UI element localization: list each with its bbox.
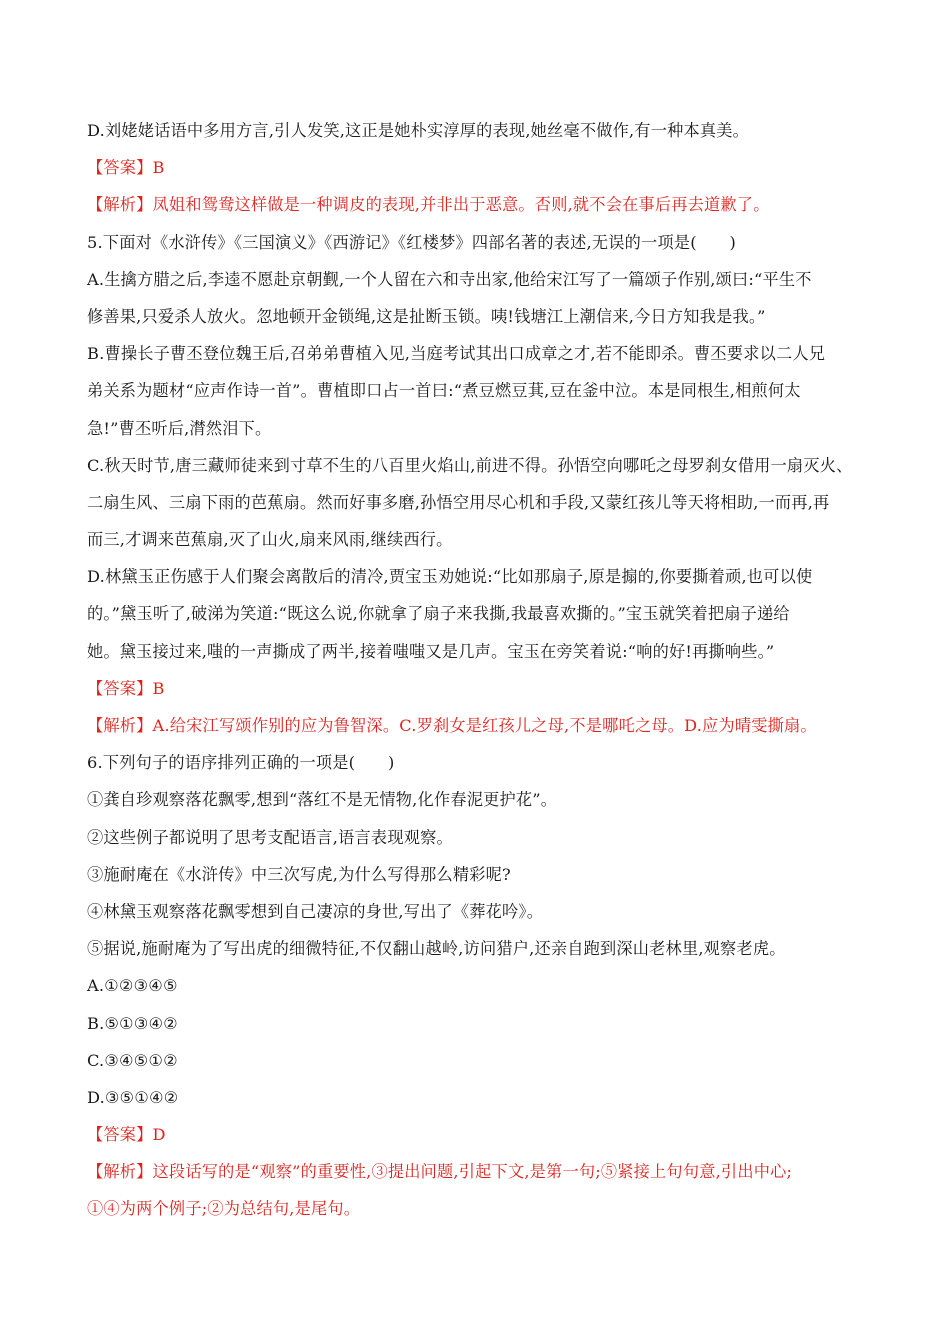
q6-sentence: ⑤据说,施耐庵为了写出虎的细微特征,不仅翻山越岭,访问猎户,还亲自跑到深山老林里,观察老虎。 — [87, 939, 786, 959]
q5-option-d-line: 她。黛玉接过来,嗤的一声撕成了两半,接着嗤嗤又是几声。宝玉在旁笑着说:“响的好!再撕响些。” — [87, 641, 775, 661]
q5-option-b-line: 急!”曹丕听后,潸然泪下。 — [87, 418, 272, 438]
q5-analysis: 【解析】A.给宋江写颂作别的应为鲁智深。C.罗刹女是红孩儿之母,不是哪吒之母。D.应为晴雯撕扇。 — [87, 716, 817, 735]
q6-option: D.③⑤①④② — [87, 1087, 179, 1107]
q6-sentence: ③施耐庵在《水浒传》中三次写虎,为什么写得那么精彩呢? — [87, 864, 511, 884]
q5-option-b-line: 弟关系为题材“应声作诗一首”。曹植即口占一首曰:“煮豆燃豆萁,豆在釜中泣。本是同根生,相煎何太 — [87, 381, 801, 401]
q5-stem: 5.下面对《水浒传》《三国演义》《西游记》《红楼梦》四部名著的表述,无误的一项是( ) — [87, 232, 737, 252]
q6-option: A.①②③④⑤ — [87, 976, 178, 996]
q5-answer: 【答案】B — [87, 678, 165, 698]
q6-analysis-line: ①④为两个例子;②为总结句,是尾句。 — [87, 1199, 361, 1219]
q6-stem: 6.下列句子的语序排列正确的一项是( ) — [87, 753, 395, 773]
q5-option-d-line: 的。”黛玉听了,破涕为笑道:“既这么说,你就拿了扇子来我撕,我最喜欢撕的。”宝玉就笑着把扇子递给 — [87, 604, 790, 624]
q6-sentence: ①龚自珍观察落花飘零,想到“落红不是无情物,化作春泥更护花”。 — [87, 790, 558, 810]
q5-option-b-line: B.曹操长子曹丕登位魏王后,召弟弟曹植入见,当庭考试其出口成章之才,若不能即杀。曹丕要求以二人兄 — [87, 344, 826, 364]
q6-option: B.⑤①③④② — [87, 1013, 179, 1033]
q4-option-d: D.刘姥姥话语中多用方言,引人发笑,这正是她朴实淳厚的表现,她丝毫不做作,有一种本真美。 — [87, 121, 750, 140]
q6-option: C.③④⑤①② — [87, 1050, 178, 1070]
q5-option-c-line: 而三,才调来芭蕉扇,灭了山火,扇来风雨,继续西行。 — [87, 530, 453, 550]
q6-sentence: ②这些例子都说明了思考支配语言,语言表现观察。 — [87, 827, 453, 847]
q5-option-d-line: D.林黛玉正伤感于人们聚会离散后的清冷,贾宝玉劝她说:“比如那扇子,原是搧的,你要撕着顽,也可以使 — [87, 567, 813, 587]
q6-answer: 【答案】D — [87, 1125, 166, 1145]
q4-answer: 【答案】B — [87, 158, 165, 178]
q5-option-c-line: C.秋天时节,唐三藏师徒来到寸草不生的八百里火焰山,前进不得。孙悟空向哪吒之母罗刹女借用一扇灭火、 — [87, 455, 853, 475]
q4-analysis: 【解析】凤姐和鸳鸯这样做是一种调皮的表现,并非出于恶意。否则,就不会在事后再去道歉了。 — [87, 195, 770, 215]
q5-option-a-line: 修善果,只爱杀人放火。忽地顿开金锁绳,这是扯断玉锁。咦!钱塘江上潮信来,今日方知我是我。” — [87, 306, 766, 326]
q5-option-a-line: A.生擒方腊之后,李逵不愿赴京朝觐,一个人留在六和寺出家,他给宋江写了一篇颂子作别,颂曰:“平生不 — [87, 269, 812, 289]
document-page — [87, 112, 867, 1228]
q6-analysis-line: 【解析】这段话写的是“观察”的重要性,③提出问题,引起下文,是第一句;⑤紧接上句句意,引出中心; — [87, 1162, 793, 1182]
q5-option-c-line: 二扇生风、三扇下雨的芭蕉扇。然而好事多磨,孙悟空用尽心机和手段,又蒙红孩儿等天将相助,一而再,再 — [87, 492, 830, 512]
q6-sentence: ④林黛玉观察落花飘零想到自己凄凉的身世,写出了《葬花吟》。 — [87, 901, 544, 921]
